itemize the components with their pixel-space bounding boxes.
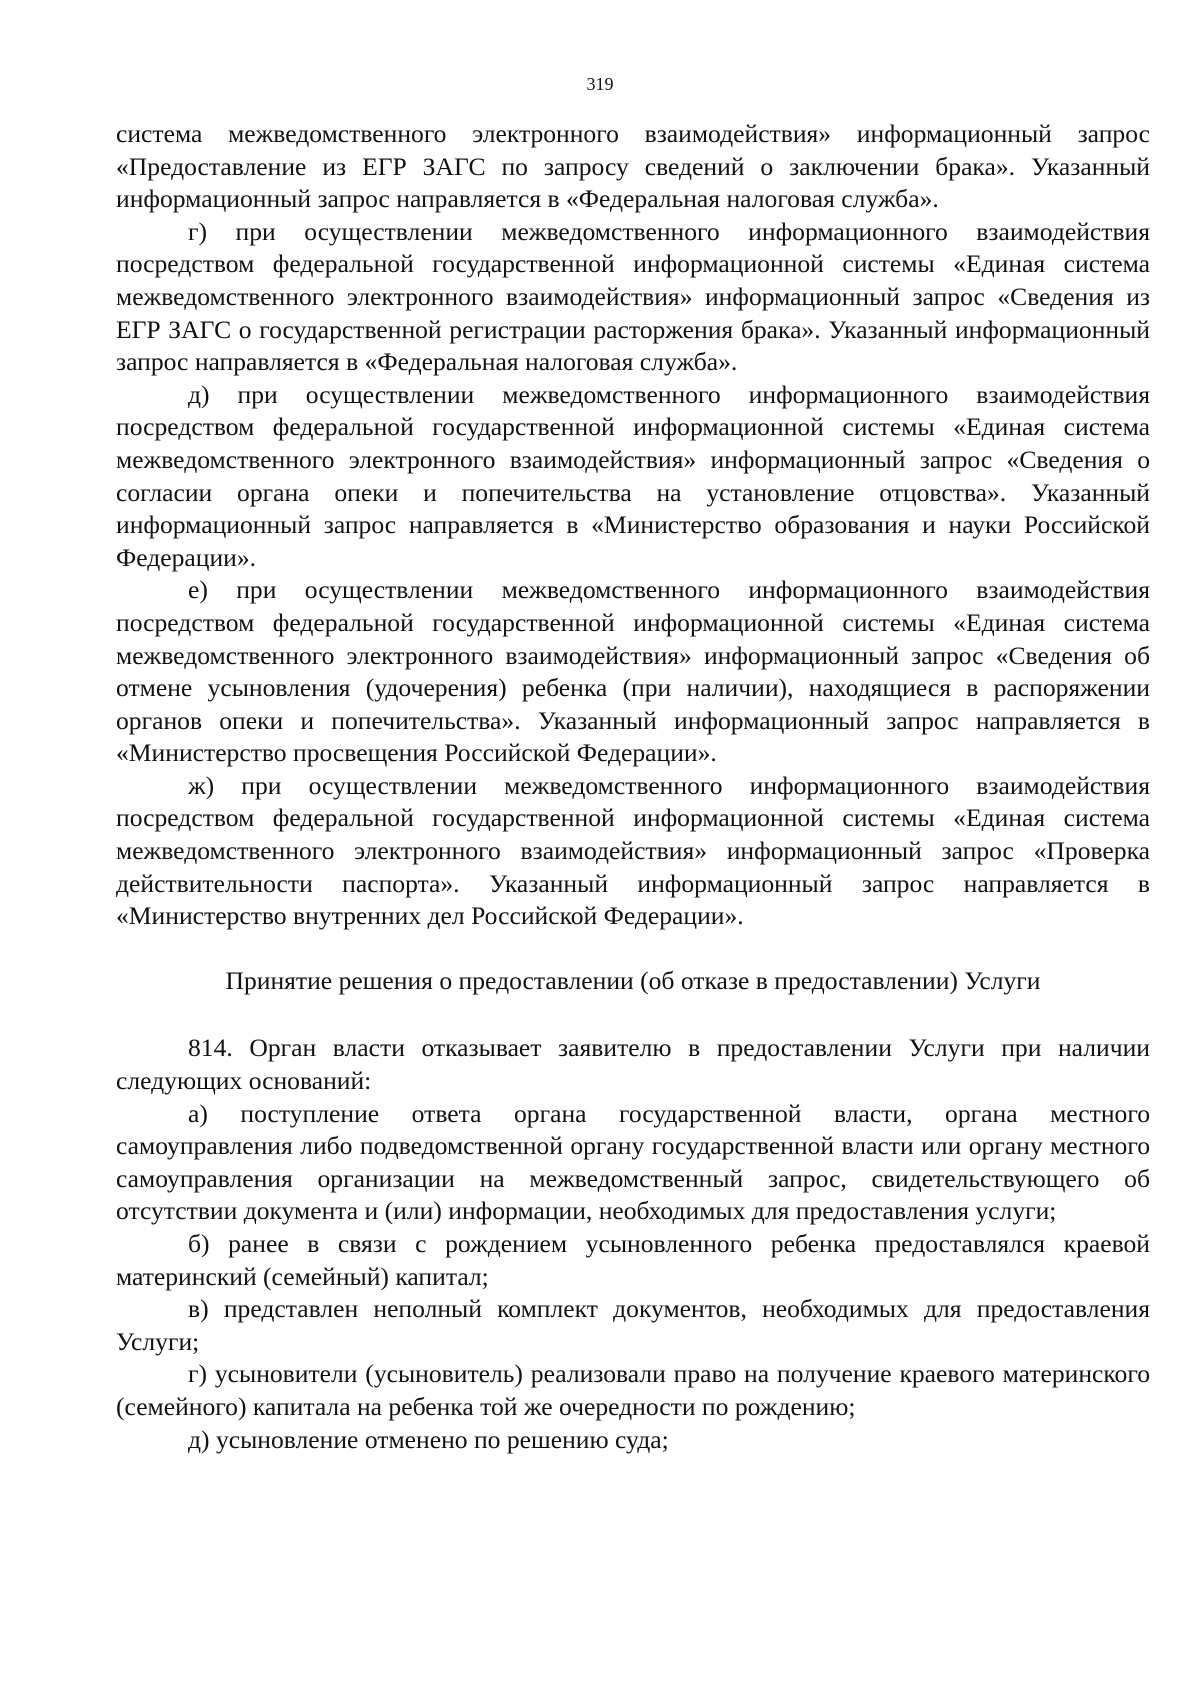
paragraph-item-d: д) при осуществлении межведомственного информационного взаимодействия посредством федеральной государственной информационной системы «Единая система межведомственного электронного взаимодействия» информационный запрос «Сведения о согласии органа опеки и попечительства на установление отцовства». Указанный информационный запрос направляется в «Министерство образования и науки Российской Федерации». [116,379,1150,572]
paragraph-continuation: система межведомственного электронного взаимодействия» информационный запрос «Предоставление из ЕГР ЗАГС по запросу сведений о заключении брака». Указанный информационный запрос направляется в «Федеральная налоговая служба». [116,119,1150,214]
paragraph-814-item-b: б) ранее в связи с рождением усыновленного ребенка предоставлялся краевой материнский (семейный) капитал; [116,1229,1150,1291]
paragraph-814: 814. Орган власти отказывает заявителю в предоставлении Услуги при наличии следующих оснований: [116,1033,1150,1096]
paragraph-item-zh: ж) при осуществлении межведомственного информационного взаимодействия посредством федеральной государственной информационной системы «Единая система межведомственного электронного взаимодействия» информационный запрос «Проверка действительности паспорта». Указанный информационный запрос направляется в «Министерство внутренних дел Российской Федерации». [116,770,1150,931]
paragraph-814-item-a: а) поступление ответа органа государственной власти, органа местного самоуправления либо подведомственной органу государственной власти или органу местного самоуправления организации на межведомственный запрос, свидетельствующего об отсутствии документа и (или) информации, необходимых для предоставления услуги; [116,1098,1150,1226]
paragraph-814-item-v: в) представлен неполный комплект документов, необходимых для предоставления Услуги; [116,1294,1150,1356]
paragraph-item-e: е) при осуществлении межведомственного информационного взаимодействия посредством федеральной государственной информационной системы «Единая система межведомственного электронного взаимодействия» информационный запрос «Сведения об отмене усыновления (удочерения) ребенка (при наличии), находящиеся в распоряжении органов опеки и попечительства». Указанный информационный запрос направляется в «Министерство просвещения Российской Федерации». [116,575,1150,768]
paragraph-item-g: г) при осуществлении межведомственного информационного взаимодействия посредством федеральной государственной информационной системы «Единая система межведомственного электронного взаимодействия» информационный запрос «Сведения из ЕГР ЗАГС о государственной регистрации расторжения брака». Указанный информационный запрос направляется в «Федеральная налоговая служба». [116,216,1150,377]
section-heading: Принятие решения о предоставлении (об отказе в предоставлении) Услуги [225,965,1041,995]
page-number: 319 [586,74,614,94]
paragraph-814-item-g: г) усыновители (усыновитель) реализовали право на получение краевого материнского (семейного) капитала на ребенка той же очередности по рождению; [116,1359,1150,1421]
paragraph-814-item-d: д) усыновление отменено по решению суда; [188,1424,669,1454]
document-body [116,118,1150,1456]
